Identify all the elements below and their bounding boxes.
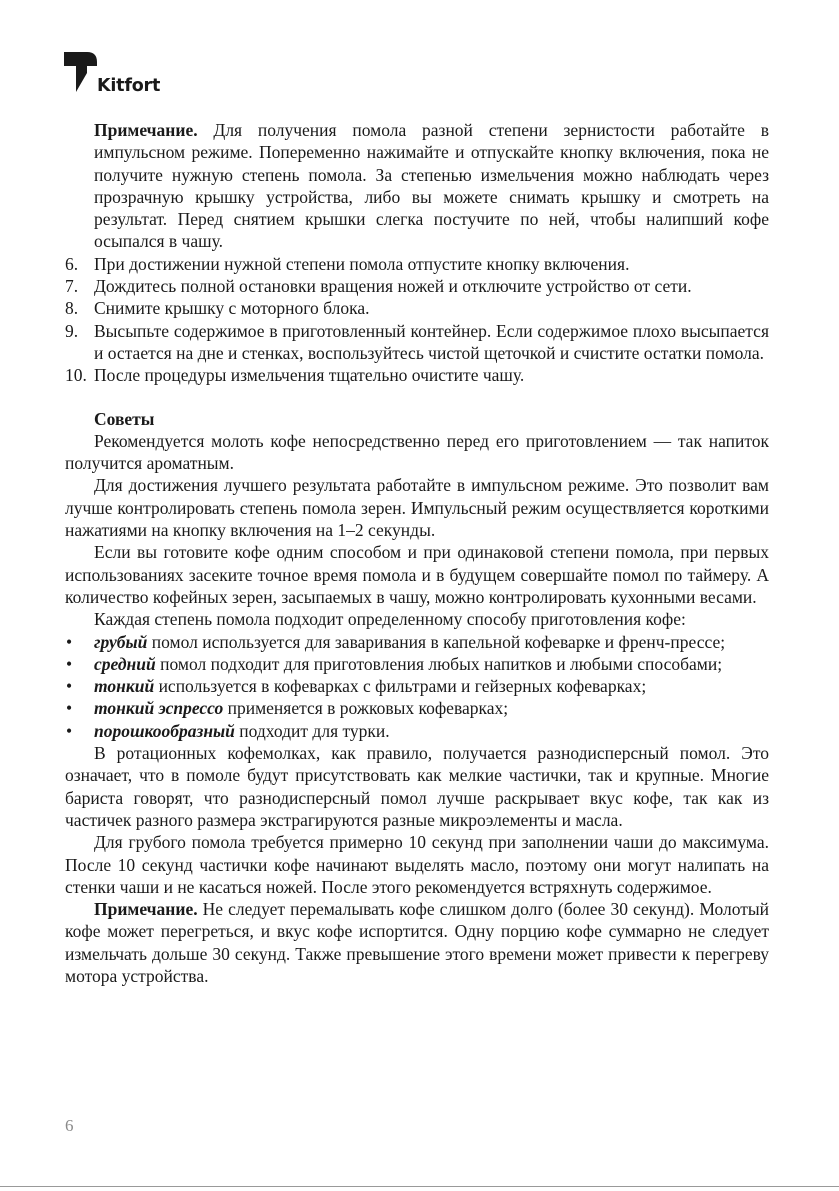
list-item-text: При достижении нужной степени помола отпустите кнопку включения. [94, 253, 630, 274]
list-item-number: 7. [65, 276, 79, 297]
bullet-text: помол используется для заваривания в капельной кофеварке и френч-прессе; [147, 631, 726, 652]
grind-list [65, 631, 769, 742]
list-item [65, 275, 769, 297]
bullet-item [65, 675, 769, 697]
note-paragraph [65, 898, 769, 987]
list-item-number: 10. [65, 365, 87, 386]
bullet-term: порошкообразный [94, 720, 235, 741]
bullet-text: применяется в рожковых кофеварках; [223, 698, 509, 719]
note-paragraph [65, 119, 769, 253]
steps-list [65, 253, 769, 387]
tips-paragraph: Рекомендуется молоть кофе непосредственно перед его приготовлением — так напиток получится ароматным. [65, 430, 769, 474]
note-text: Не следует перемалывать кофе слишком долго (более 30 секунд). Молотый кофе может перегреться, и вкус кофе испортится. Одну порцию кофе суммарно не следует измельчать дольше 30 секунд. Также превышение этого времени может привести к перегреву мотора устройства. [65, 899, 769, 986]
bullet-item [65, 697, 769, 719]
list-item [65, 320, 769, 365]
list-item-number: 8. [65, 298, 79, 319]
tips-paragraph: Каждая степень помола подходит определенному способу приготовления кофе: [94, 609, 686, 630]
list-item-number: 6. [65, 253, 79, 274]
list-item-text: Высыпьте содержимое в приготовленный контейнер. Если содержимое плохо высыпается и остается на дне и стенках, воспользуйтесь чистой щеточкой и счистите остатки помола. [94, 320, 769, 363]
bullet-item [65, 631, 769, 653]
list-item-number: 9. [65, 320, 79, 341]
brand-name: Kitfort [97, 76, 161, 96]
tips-paragraph: В ротационных кофемолках, как правило, получается разнодисперсный помол. Это означает, что в помоле будут присутствовать как мелкие частички, так и крупные. Многие бариста говорят, что разнодисперсный помол лучше раскрывает вкус кофе, так как из частичек разного размера экстрагируются разные микроэлементы и масла. [65, 743, 769, 830]
note-label: Примечание. [94, 899, 198, 920]
bullet-icon: • [66, 698, 73, 719]
tips-paragraph: Для достижения лучшего результата работайте в импульсном режиме. Это позволит вам лучше контролировать степень помола зерен. Импульсный режим осуществляется короткими нажатиями на кнопку включения на 1–2 секунды. [65, 475, 769, 541]
list-item-text: Снимите крышку с моторного блока. [94, 298, 370, 319]
kitfort-logo-icon [64, 52, 100, 94]
tips-paragraph: Для грубого помола требуется примерно 10 секунд при заполнении чаши до максимума. После 10 секунд частички кофе начинают выделять масло, поэтому они могут налипать на стенки чаши и не касаться ножей. После этого рекомендуется встряхнуть содержимое. [65, 832, 769, 897]
list-item [65, 253, 769, 275]
list-item [65, 364, 769, 386]
bullet-icon: • [66, 653, 73, 674]
bullet-text: подходит для турки. [234, 720, 390, 741]
bullet-icon: • [66, 631, 73, 652]
bullet-item [65, 653, 769, 675]
list-item-text: После процедуры измельчения тщательно очистите чашу. [94, 365, 525, 386]
page-number: 6 [65, 1116, 74, 1135]
note-text: Для получения помола разной степени зернистости работайте в импульсном режиме. Попеременно нажимайте и отпускайте кнопку включения, пока не получите нужную степень помола. За степенью измельчения можно наблюдать через прозрачную крышку устройства, либо вы можете снимать крышку и смотреть на результат. Перед снятием крышки слегка постучите по ней, чтобы налипший кофе осыпался в чашу. [94, 120, 769, 252]
page-edge-divider [0, 1186, 839, 1187]
page-content [65, 119, 769, 987]
bullet-icon: • [66, 720, 73, 741]
bullet-term: грубый [94, 631, 148, 652]
bullet-text: используется в кофеварках с фильтрами и гейзерных кофеварках; [154, 676, 647, 697]
bullet-term: средний [94, 653, 156, 674]
list-item [65, 297, 769, 319]
note-label: Примечание. [94, 120, 198, 140]
section-title: Советы [94, 408, 155, 429]
bullet-icon: • [66, 676, 73, 697]
list-item-text: Дождитесь полной остановки вращения ножей и отключите устройство от сети. [94, 276, 692, 297]
bullet-term: тонкий эспрессо [94, 698, 224, 719]
bullet-term: тонкий [94, 676, 155, 697]
tips-paragraph: Если вы готовите кофе одним способом и при одинаковой степени помола, при первых использованиях засеките точное время помола и в будущем совершайте помол по таймеру. А количество кофейных зерен, засыпаемых в чашу, можно контролировать кухонными весами. [65, 542, 769, 607]
bullet-text: помол подходит для приготовления любых напитков и любыми способами; [155, 653, 723, 674]
brand-logo [64, 52, 194, 102]
bullet-item [65, 720, 769, 742]
